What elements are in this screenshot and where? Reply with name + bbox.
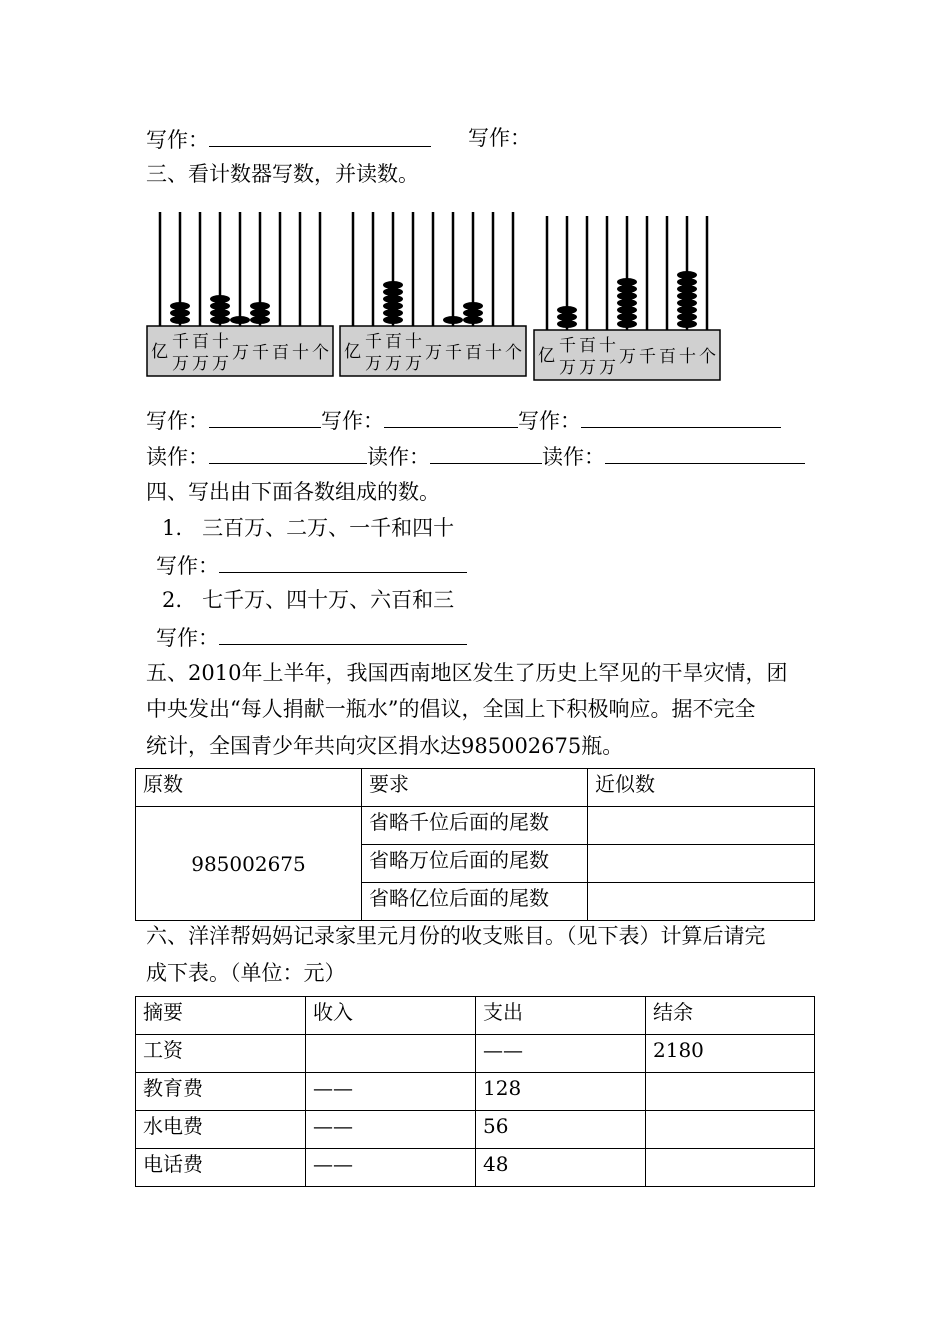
section-3-title: 三、看计数器写数，并读数。 <box>146 162 419 186</box>
table-cell[interactable] <box>306 1035 476 1073</box>
label-shi: 十 <box>292 343 309 363</box>
abacus-1 <box>146 212 334 378</box>
table-cell: —— <box>306 1111 476 1149</box>
header-cell: 支出 <box>476 997 646 1035</box>
table-row <box>136 807 815 845</box>
answer-blank[interactable] <box>219 622 467 645</box>
label-bai: 百 <box>579 336 596 356</box>
section-6-line-2: 成下表。（单位：元） <box>146 961 346 985</box>
abacus-2 <box>339 212 527 378</box>
write-row <box>146 405 781 435</box>
section-5-line-2: 中央发出“每人捐献一瓶水”的倡议，全国上下积极响应。据不完全 <box>146 697 756 721</box>
table-row <box>136 1073 815 1111</box>
write-label: 写作： <box>156 626 219 650</box>
label-shi: 十 <box>485 343 502 363</box>
item-number: 1. <box>162 516 183 540</box>
section-4-item-1 <box>162 514 454 542</box>
section-5-line-3: 统计，全国青少年共向灾区捐水达985002675瓶。 <box>146 734 624 758</box>
label-shi: 十 <box>212 332 229 352</box>
answer-cell[interactable] <box>588 807 815 845</box>
label-qian: 千 <box>559 336 576 356</box>
label-yi: 亿 <box>151 342 168 362</box>
header-cell: 原数 <box>136 769 362 807</box>
label-wan: 万 <box>232 343 249 363</box>
ledger-table <box>135 996 815 1187</box>
answer-blank[interactable] <box>209 405 321 428</box>
answer-cell[interactable] <box>588 845 815 883</box>
table-cell: 2180 <box>646 1035 815 1073</box>
label-shi: 十 <box>679 347 696 367</box>
label-wan: 万 <box>599 358 616 378</box>
abacus-3 <box>533 216 721 382</box>
table-cell[interactable] <box>646 1111 815 1149</box>
abacus-rods <box>353 212 513 326</box>
answer-cell[interactable] <box>588 883 815 921</box>
answer-blank[interactable] <box>384 405 518 428</box>
label-bai: 百 <box>465 343 482 363</box>
table-row <box>136 1035 815 1073</box>
table-cell[interactable] <box>646 1073 815 1111</box>
answer-blank[interactable] <box>209 441 367 464</box>
read-label: 读作： <box>146 445 209 469</box>
abacus-beads <box>170 295 270 324</box>
table-cell: —— <box>306 1149 476 1187</box>
label-wan: 万 <box>365 354 382 374</box>
label-qian: 千 <box>639 347 656 367</box>
section-4-title: 四、写出由下面各数组成的数。 <box>146 480 440 504</box>
label-shi: 十 <box>405 332 422 352</box>
section-4-write-1 <box>156 550 467 580</box>
label-ge: 个 <box>699 347 716 367</box>
item-text: 三百万、二万、一千和四十 <box>202 516 455 540</box>
item-text: 七千万、四十万、六百和三 <box>202 588 455 612</box>
read-label: 读作： <box>542 445 605 469</box>
table-row <box>136 1149 815 1187</box>
header-cell: 摘要 <box>136 997 306 1035</box>
table-cell: 电话费 <box>136 1149 306 1187</box>
table-cell: —— <box>476 1035 646 1073</box>
requirement-cell: 省略千位后面的尾数 <box>362 807 588 845</box>
label-wan: 万 <box>579 358 596 378</box>
header-cell: 要求 <box>362 769 588 807</box>
write-label: 写作： <box>468 126 531 150</box>
original-number-cell: 985002675 <box>136 807 362 921</box>
item-number: 2. <box>162 588 183 612</box>
label-shi: 十 <box>599 336 616 356</box>
read-label: 读作： <box>367 445 430 469</box>
label-wan: 万 <box>385 354 402 374</box>
header-cell: 结余 <box>646 997 815 1035</box>
label-wan: 万 <box>192 354 209 374</box>
section-4-item-2 <box>162 586 454 614</box>
table-header-row <box>136 769 815 807</box>
label-yi: 亿 <box>538 346 555 366</box>
label-yi: 亿 <box>344 342 361 362</box>
label-qian: 千 <box>252 343 269 363</box>
write-label: 写作： <box>146 409 209 433</box>
header-cell: 收入 <box>306 997 476 1035</box>
label-qian: 千 <box>365 332 382 352</box>
approximation-table <box>135 768 815 921</box>
label-bai: 百 <box>659 347 676 367</box>
label-wan: 万 <box>619 347 636 367</box>
label-wan: 万 <box>559 358 576 378</box>
answer-blank[interactable] <box>605 441 805 464</box>
label-wan: 万 <box>425 343 442 363</box>
abacus-beads <box>557 271 697 328</box>
section-5-line-1: 五、2010年上半年，我国西南地区发生了历史上罕见的干旱灾情，团 <box>146 661 788 685</box>
answer-blank[interactable] <box>581 405 781 428</box>
requirement-cell: 省略万位后面的尾数 <box>362 845 588 883</box>
answer-blank[interactable] <box>219 550 467 573</box>
section-6-line-1: 六、洋洋帮妈妈记录家里元月份的收支账目。（见下表）计算后请完 <box>146 924 766 948</box>
table-cell: 工资 <box>136 1035 306 1073</box>
answer-blank[interactable] <box>209 124 431 147</box>
table-cell: 128 <box>476 1073 646 1111</box>
top-write-1 <box>146 124 431 154</box>
label-ge: 个 <box>312 343 329 363</box>
write-label: 写作： <box>321 409 384 433</box>
label-qian: 千 <box>445 343 462 363</box>
label-bai: 百 <box>272 343 289 363</box>
header-cell: 近似数 <box>588 769 815 807</box>
label-bai: 百 <box>192 332 209 352</box>
table-header-row <box>136 997 815 1035</box>
label-ge: 个 <box>505 343 522 363</box>
table-cell[interactable] <box>646 1149 815 1187</box>
read-row <box>146 441 805 471</box>
table-cell: 48 <box>476 1149 646 1187</box>
answer-blank[interactable] <box>430 441 542 464</box>
table-cell: —— <box>306 1073 476 1111</box>
label-wan: 万 <box>172 354 189 374</box>
write-label: 写作： <box>146 128 209 152</box>
table-cell: 56 <box>476 1111 646 1149</box>
label-wan: 万 <box>405 354 422 374</box>
label-qian: 千 <box>172 332 189 352</box>
top-write-2 <box>468 124 531 152</box>
section-4-write-2 <box>156 622 467 652</box>
table-row <box>136 1111 815 1149</box>
table-cell: 教育费 <box>136 1073 306 1111</box>
write-label: 写作： <box>156 554 219 578</box>
requirement-cell: 省略亿位后面的尾数 <box>362 883 588 921</box>
write-label: 写作： <box>518 409 581 433</box>
table-cell: 水电费 <box>136 1111 306 1149</box>
label-bai: 百 <box>385 332 402 352</box>
label-wan: 万 <box>212 354 229 374</box>
